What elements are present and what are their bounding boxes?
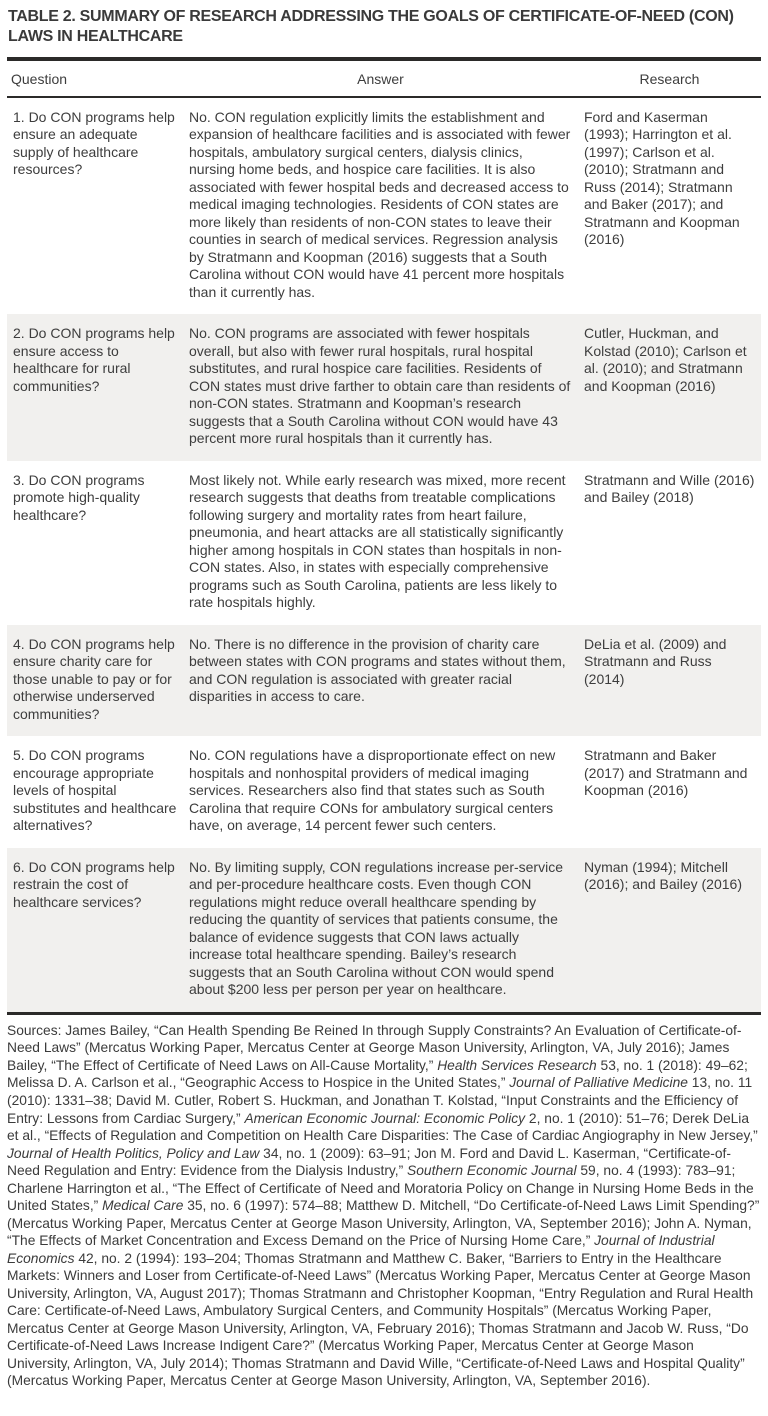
table-row	[7, 848, 761, 1012]
table-row	[7, 625, 761, 737]
research-cell: Nyman (1994); Mitchell (2016); and Bailey (2016)	[578, 848, 761, 1012]
question-cell: 3. Do CON programs promote high-quality healthcare?	[13, 471, 145, 523]
table-bottom-divider	[7, 1012, 761, 1015]
table-header-row	[7, 61, 761, 97]
table-title: TABLE 2. SUMMARY OF RESEARCH ADDRESSING THE GOALS OF CERTIFICATE-OF-NEED (CON) LAWS IN HEALTHCARE	[8, 8, 734, 46]
answer-cell: No. There is no difference in the provision of charity care between states with CON programs and states without them, and CON regulation is associated with greater racial disparities in access to care.	[183, 625, 578, 737]
answer-cell: No. CON regulations have a disproportionate effect on new hospitals and nonhospital providers of medical imaging services. Researchers also find that states such as South Carolina that require CONs for ambulatory surgical centers have, on average, 14 percent fewer such centers.	[189, 747, 556, 834]
column-header-answer: Answer	[183, 61, 578, 97]
answer-cell: No. CON programs are associated with fewer hospitals overall, but also with fewer rural hospitals, rural hospital substitutes, and rural hospice care facilities. Residents of CON states must drive farther to obtain care than residents of non-CON states. Stratmann and Koopman’s research suggests that a South Carolina without CON would have 43 percent more rural hospitals than it currently has.	[183, 314, 578, 461]
answer-cell: Most likely not. While early research was mixed, more recent research suggests that deaths from treatable complications following surgery and mortality rates from heart failure, pneumonia, and heart attacks are all statistically significantly higher among hospitals in CON states than hospitals in non-CON states. Also, in states with especially comprehensive programs such as South Carolina, patients are less likely to rate hospitals highly.	[189, 471, 566, 611]
column-header-research: Research	[578, 61, 761, 97]
research-cell: DeLia et al. (2009) and Stratmann and Russ (2014)	[578, 625, 761, 737]
table-row	[7, 736, 761, 848]
question-cell: 6. Do CON programs help restrain the cost of healthcare services?	[7, 848, 183, 1012]
answer-cell: No. CON regulation explicitly limits the establishment and expansion of healthcare facilities and is associated with fewer hospitals, ambulatory surgical centers, dialysis clinics, nursing home beds, and hospice care facilities. It is also associated with fewer hospital beds and decreased access to medical imaging technologies. Residents of CON states are more likely than residents of non-CON states to leave their counties in search of medical services. Regression analysis by Stratmann and Koopman (2016) suggests that a South Carolina without CON would have 41 percent more hospitals than it currently has.	[189, 108, 571, 300]
research-cell: Cutler, Huckman, and Kolstad (2010); Carlson et al. (2010); and Stratmann and Koopman (2016)	[578, 314, 761, 461]
question-cell: 2. Do CON programs help ensure access to healthcare for rural communities?	[7, 314, 183, 461]
table-row	[7, 314, 761, 461]
research-cell: Stratmann and Wille (2016) and Bailey (2018)	[584, 471, 755, 506]
column-header-question: Question	[7, 61, 183, 97]
sources-note: Sources: James Bailey, “Can Health Spending Be Reined In through Supply Constraints? An Evaluation of Certificate-of-Need Laws” (Mercatus Working Paper, Mercatus Center at George Mason University, Arlington, VA, July 2016); James Bailey, “The Effect of Certificate of Need Laws on All-Cause Mortality,” Health Services Research 53, no. 1 (2018): 49–62; Melissa D. A. Carlson et al., “Geographic Access to Hospice in the United States,” Journal of Palliative Medicine 13, no. 11 (2010): 1331–38; David M. Cutler, Robert S. Huckman, and Jonathan T. Kolstad, “Input Constraints and the Efficiency of Entry: Lessons from Cardiac Surgery,” American Economic Journal: Economic Policy 2, no. 1 (2010): 51–76; Derek DeLia et al., “Effects of Regulation and Competition on Health Care Disparities: The Case of Cardiac Angiography in New Jersey,” Journal of Health Politics, Policy and Law 34, no. 1 (2009): 63–91; Jon M. Ford and David L. Kaserman, “Certificate-of-Need Regulation and Entry: Evidence from the Dialysis Industry,” Southern Economic Journal 59, no. 4 (1993): 783–91; Charlene Harrington et al., “The Effect of Certificate of Need and Moratoria Policy on Change in Nursing Home Beds in the United States,” Medical Care 35, no. 6 (1997): 574–88; Matthew D. Mitchell, “Do Certificate-of-Need Laws Limit Spending?” (Mercatus Working Paper, Mercatus Center at George Mason University, Arlington, VA, September 2016); John A. Nyman, “The Effects of Market Concentration and Excess Demand on the Price of Nursing Home Care,” Journal of Industrial Economics 42, no. 2 (1994): 193–204; Thomas Stratmann and Matthew C. Baker, “Barriers to Entry in the Healthcare Markets: Winners and Loser from Certificate-of-Need Laws” (Mercatus Working Paper, Mercatus Center at George Mason University, Arlington, VA, August 2017); Thomas Stratmann and Christopher Koopman, “Entry Regulation and Rural Health Care: Certificate-of-Need Laws, Ambulatory Surgical Centers, and Community Hospitals” (Mercatus Working Paper, Mercatus Center at George Mason University, Arlington, VA, February 2016); Thomas Stratmann and Jacob W. Russ, “Do Certificate-of-Need Laws Increase Indigent Care?” (Mercatus Working Paper, Mercatus Center at George Mason University, Arlington, VA, July 2014); Thomas Stratmann and David Wille, “Certificate-of-Need Laws and Hospital Quality” (Mercatus Working Paper, Mercatus Center at George Mason University, Arlington, VA, September 2016).	[7, 1022, 760, 1389]
research-cell: Stratmann and Baker (2017) and Stratmann and Koopman (2016)	[584, 747, 748, 799]
question-cell: 5. Do CON programs encourage appropriate levels of hospital substitutes and healthcare alternatives?	[13, 747, 177, 834]
research-cell: Ford and Kaserman (1993); Harrington et al. (1997); Carlson et al. (2010); Stratmann and Russ (2014); Stratmann and Baker (2017); and Stratmann and Koopman (2016)	[584, 108, 740, 248]
answer-cell: No. By limiting supply, CON regulations increase per-service and per-procedure healthcare costs. Even though CON regulations might reduce overall healthcare spending by reducing the quantity of services that patients consume, the balance of evidence suggests that CON laws actually increase total healthcare spending. Bailey’s research suggests that an South Carolina without CON would spend about $200 less per person per year on healthcare.	[183, 848, 578, 1012]
question-cell: 4. Do CON programs help ensure charity care for those unable to pay or for otherwise underserved communities?	[7, 625, 183, 737]
question-cell: 1. Do CON programs help ensure an adequate supply of healthcare resources?	[13, 108, 175, 178]
summary-table	[7, 61, 761, 1012]
table-row	[7, 461, 761, 625]
table-row	[7, 97, 761, 315]
